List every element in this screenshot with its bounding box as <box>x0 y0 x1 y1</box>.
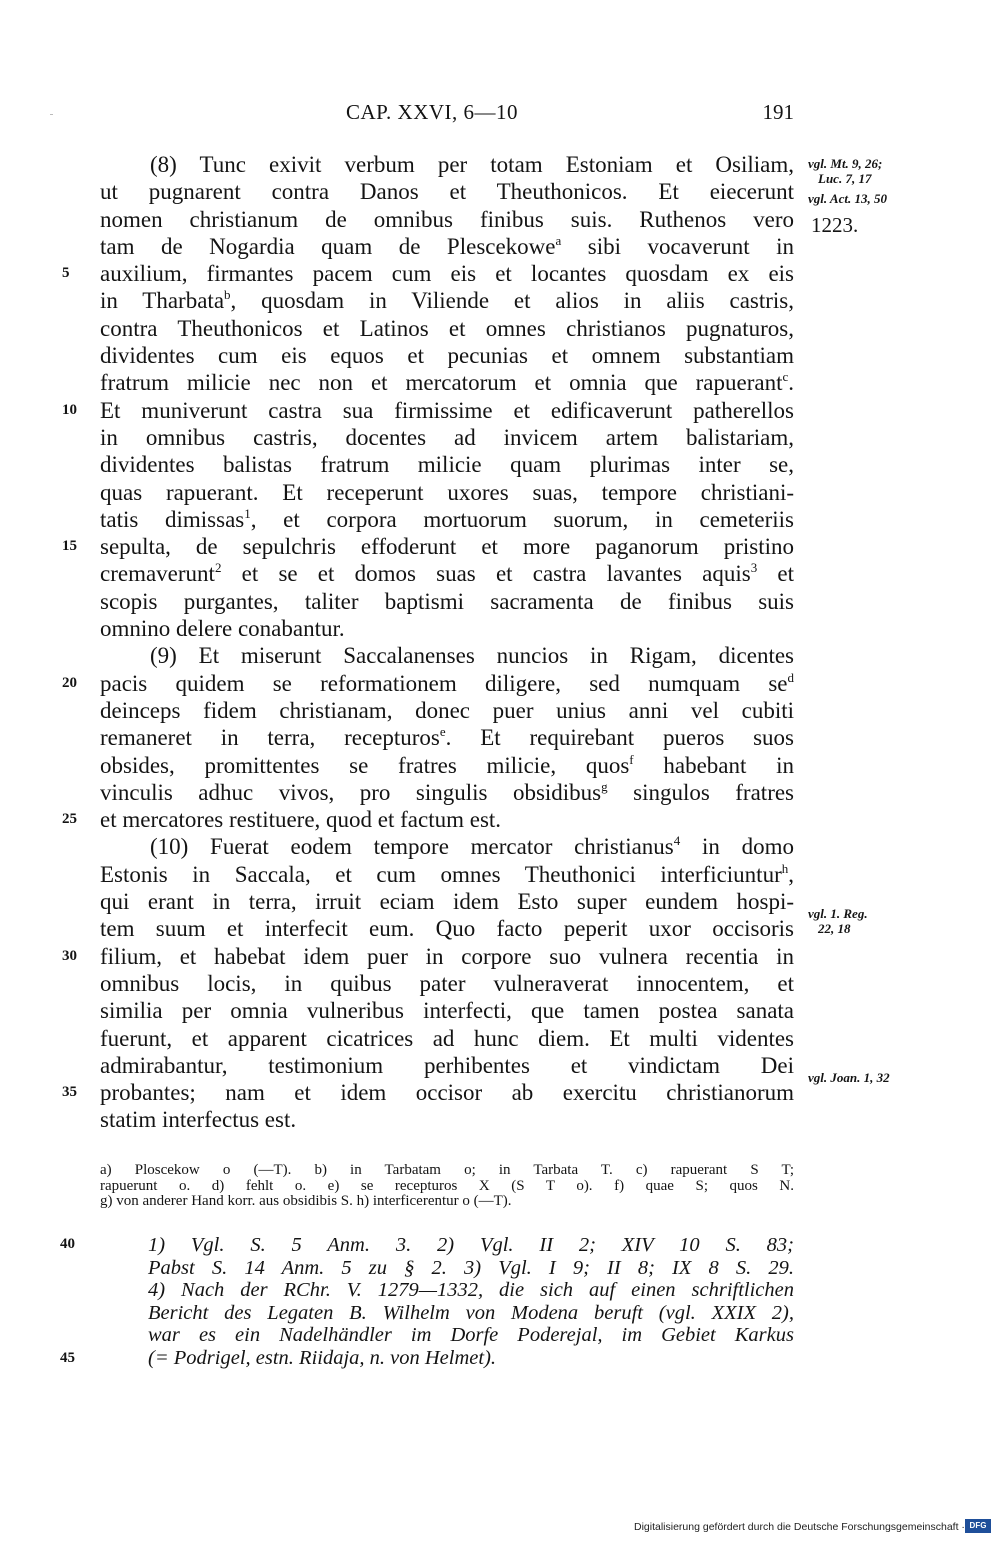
note-marker: a <box>555 232 562 248</box>
text-line <box>100 369 794 396</box>
text-line <box>100 1025 794 1052</box>
text-line <box>100 533 794 560</box>
text-line <box>100 915 794 942</box>
text-segment: fuerunt, et apparent cicatrices ad hunc diem. Et multi videntes <box>100 1025 794 1051</box>
note-marker: 4 <box>673 833 681 849</box>
footnote-line <box>100 1234 794 1257</box>
note-marker: 1 <box>244 505 251 521</box>
margin-note-act: vgl. Act. 13, 50 <box>808 191 887 206</box>
line-number: 45 <box>60 1350 75 1366</box>
margin-note-luc: Luc. 7, 17 <box>818 171 872 186</box>
footnote-line <box>100 1347 794 1370</box>
text-segment: (10) Fuerat eodem tempore mercator christianus <box>150 834 674 860</box>
text-line <box>100 506 794 533</box>
running-title: CAP. XXVI, 6—10 <box>346 100 519 124</box>
apparatus-line: g) von anderer Hand korr. aus obsidibis S. h) interficerentur o (—T). <box>100 1193 512 1209</box>
footnote-line <box>100 1324 794 1347</box>
text-line <box>100 178 794 205</box>
text-line <box>100 752 794 779</box>
footnote-line <box>100 1257 794 1280</box>
text-line <box>100 833 794 860</box>
text-segment: vinculis adhuc vivos, pro singulis obsidibus <box>100 779 602 805</box>
text-line <box>100 397 794 424</box>
text-segment: tem suum et interfecit eum. Quo facto peperit uxor occisoris <box>100 916 794 942</box>
text-line <box>100 888 794 915</box>
text-segment: tatis dimissas <box>100 506 245 532</box>
text-line <box>100 970 794 997</box>
footnote-text: 4) Nach der RChr. V. 1279—1332, die sich auf einen schriftlichen <box>148 1279 794 1301</box>
note-marker: e <box>439 724 446 740</box>
text-line <box>100 588 794 615</box>
text-line <box>100 151 794 178</box>
text-segment: deinceps fidem christianam, donec puer unius anni vel cubiti <box>100 697 794 723</box>
footnote-line <box>100 1302 794 1325</box>
text-line <box>100 287 794 314</box>
text-line <box>100 642 794 669</box>
text-line <box>100 1052 794 1079</box>
text-line <box>100 451 794 478</box>
text-segment: , <box>788 861 794 887</box>
text-segment: dividentes balistas fratrum milicie quam plurimas inter se, <box>100 452 794 478</box>
text-segment: Et muniverunt castra sua firmissime et edificaverunt patherellos <box>100 397 794 423</box>
text-line <box>100 233 794 260</box>
line-number: 10 <box>62 402 77 418</box>
footnotes <box>100 1234 794 1369</box>
text-segment: sibi vocaverunt in <box>561 233 794 259</box>
footnote-text: war es ein Nadelhändler im Dorfe Poderejal, im Gebiet Karkus <box>148 1324 794 1346</box>
margin-year: 1223. <box>811 213 859 237</box>
line-number: 20 <box>62 675 77 691</box>
text-line <box>100 670 794 697</box>
note-marker: 2 <box>214 560 222 576</box>
footnote-text: 1) Vgl. S. 5 Anm. 3. 2) Vgl. II 2; XIV 10 S. 83; <box>148 1234 794 1256</box>
page-header <box>100 100 794 130</box>
text-segment: , quosdam in Viliende et alios in aliis castris, <box>230 288 794 314</box>
text-segment: probantes; nam et idem occisor ab exercitu christianorum <box>100 1080 794 1106</box>
text-segment: , et corpora mortuorum suorum, in cemeteriis <box>250 506 795 532</box>
text-segment: singulos fratres <box>607 779 795 805</box>
line-number: 25 <box>62 811 77 827</box>
text-segment: omnino delere conabantur. <box>100 616 345 642</box>
text-segment: dividentes cum eis equos et pecunias et omnem substantiam <box>100 343 794 369</box>
text-segment: in domo <box>680 834 795 860</box>
margin-note-mt: vgl. Mt. 9, 26; <box>808 156 883 171</box>
text-segment: . Et requirebant pueros suos <box>445 725 795 751</box>
text-line <box>100 315 794 342</box>
text-segment: auxilium, firmantes pacem cum eis et locantes quosdam ex eis <box>100 261 794 287</box>
text-line <box>100 779 794 806</box>
note-marker: c <box>782 369 789 385</box>
text-segment: scopis purgantes, taliter baptismi sacramenta de finibus suis <box>100 588 794 614</box>
text-segment: (9) Et miserunt Saccalanenses nuncios in Rigam, dicentes <box>150 643 794 669</box>
scan-mark <box>50 114 53 115</box>
text-segment: tam de Nogardia quam de Plescekowe <box>100 233 556 259</box>
text-line <box>100 861 794 888</box>
text-segment: filium, et habebat idem puer in corpore suo vulnera recentia in <box>100 943 794 969</box>
line-number: 15 <box>62 538 77 554</box>
text-segment: statim interfectus est. <box>100 1107 297 1133</box>
text-segment: in Tharbata <box>100 288 225 314</box>
text-line <box>100 1106 794 1133</box>
text-segment: qui erant in terra, irruit eciam idem Esto super eundem hospi- <box>100 889 794 915</box>
text-line <box>100 724 794 751</box>
text-segment: contra Theuthonicos et Latinos et omnes christianos pugnaturos, <box>100 315 794 341</box>
note-marker: b <box>224 287 231 303</box>
text-segment: (8) Tunc exivit verbum per totam Estoniam et Osiliam, <box>150 152 794 177</box>
text-segment: et <box>757 561 795 587</box>
note-marker: 3 <box>750 560 758 576</box>
margin-note-joan: vgl. Joan. 1, 32 <box>808 1070 890 1085</box>
text-line <box>100 479 794 506</box>
text-line <box>100 943 794 970</box>
text-line <box>100 697 794 724</box>
apparatus-line: rapuerunt o. d) fehlt o. e) se recepturos X (S T o). f) quae S; quos N. <box>100 1177 794 1194</box>
note-marker: d <box>787 669 794 685</box>
line-number: 30 <box>62 948 77 964</box>
text-line <box>100 806 794 833</box>
text-line <box>100 615 794 642</box>
text-segment: fratrum milicie nec non et mercatorum et omnia que rapuerant <box>100 370 783 396</box>
text-segment: omnibus locis, in quibus pater vulneraverat innocentem, et <box>100 970 794 996</box>
critical-apparatus <box>100 1163 794 1210</box>
text-segment: nomen christianum de omnibus finibus suis. Ruthenos vero <box>100 206 794 232</box>
text-segment: ut pugnarent contra Danos et Theuthonicos. Et eiecerunt <box>100 179 794 205</box>
text-segment: obsides, promittentes se fratres milicie, quos <box>100 752 630 778</box>
text-segment: sepulta, de sepulchris effoderunt et more paganorum pristino <box>100 534 794 560</box>
note-marker: g <box>601 778 608 794</box>
text-line <box>100 342 794 369</box>
margin-note-reg: vgl. 1. Reg. <box>808 906 868 921</box>
text-segment: Estonis in Saccala, et cum omnes Theuthonici interficiuntur <box>100 861 782 887</box>
text-segment: et mercatores restituere, quod et factum est. <box>100 807 502 833</box>
text-line <box>100 1079 794 1106</box>
dfg-logo-icon: DFG <box>965 1519 991 1533</box>
line-number: 5 <box>62 265 70 281</box>
footnote-text: Pabst S. 14 Anm. 5 zu § 2. 3) Vgl. I 9; II 8; IX 8 S. 29. <box>148 1256 794 1279</box>
text-segment: habebant in <box>633 752 794 778</box>
line-number: 35 <box>62 1084 77 1100</box>
text-segment: quas rapuerant. Et receperunt uxores suas, tempore christiani- <box>100 479 794 505</box>
note-marker: f <box>629 751 634 767</box>
text-line <box>100 997 794 1024</box>
text-line <box>100 424 794 451</box>
digitization-credit: Digitalisierung gefördert durch die Deutsche Forschungsgemeinschaft · <box>634 1521 965 1533</box>
text-line <box>100 560 794 587</box>
text-line <box>100 206 794 233</box>
text-segment: . <box>788 370 794 396</box>
text-segment: remaneret in terra, recepturos <box>100 725 440 751</box>
text-segment: et se et domos suas et castra lavantes aquis <box>221 561 751 587</box>
text-segment: cremaverunt <box>100 561 215 587</box>
footnote-line <box>100 1279 794 1302</box>
footnote-text: Bericht des Legaten B. Wilhelm von Modena beruft (vgl. XXIX 2), <box>148 1301 794 1324</box>
text-segment: in omnibus castris, docentes ad invicem artem balistariam, <box>100 424 794 450</box>
apparatus-line: a) Ploscekow o (—T). b) in Tarbatam o; in Tarbata T. c) rapuerant S T; <box>100 1162 794 1178</box>
footnote-text: (= Podrigel, estn. Riidaja, n. von Helmet). <box>148 1346 497 1369</box>
margin-note-reg-verse: 22, 18 <box>818 921 851 936</box>
page-number: 191 <box>762 100 794 124</box>
main-text <box>100 151 794 1134</box>
text-segment: admirabantur, testimonium perhibentes et vindictam Dei <box>100 1052 794 1078</box>
line-number: 40 <box>60 1236 75 1252</box>
text-line <box>100 260 794 287</box>
text-segment: similia per omnia vulneribus interfecti, que tamen postea sanata <box>100 998 794 1024</box>
text-segment: pacis quidem se reformationem diligere, sed numquam se <box>100 670 788 696</box>
note-marker: h <box>781 860 789 876</box>
